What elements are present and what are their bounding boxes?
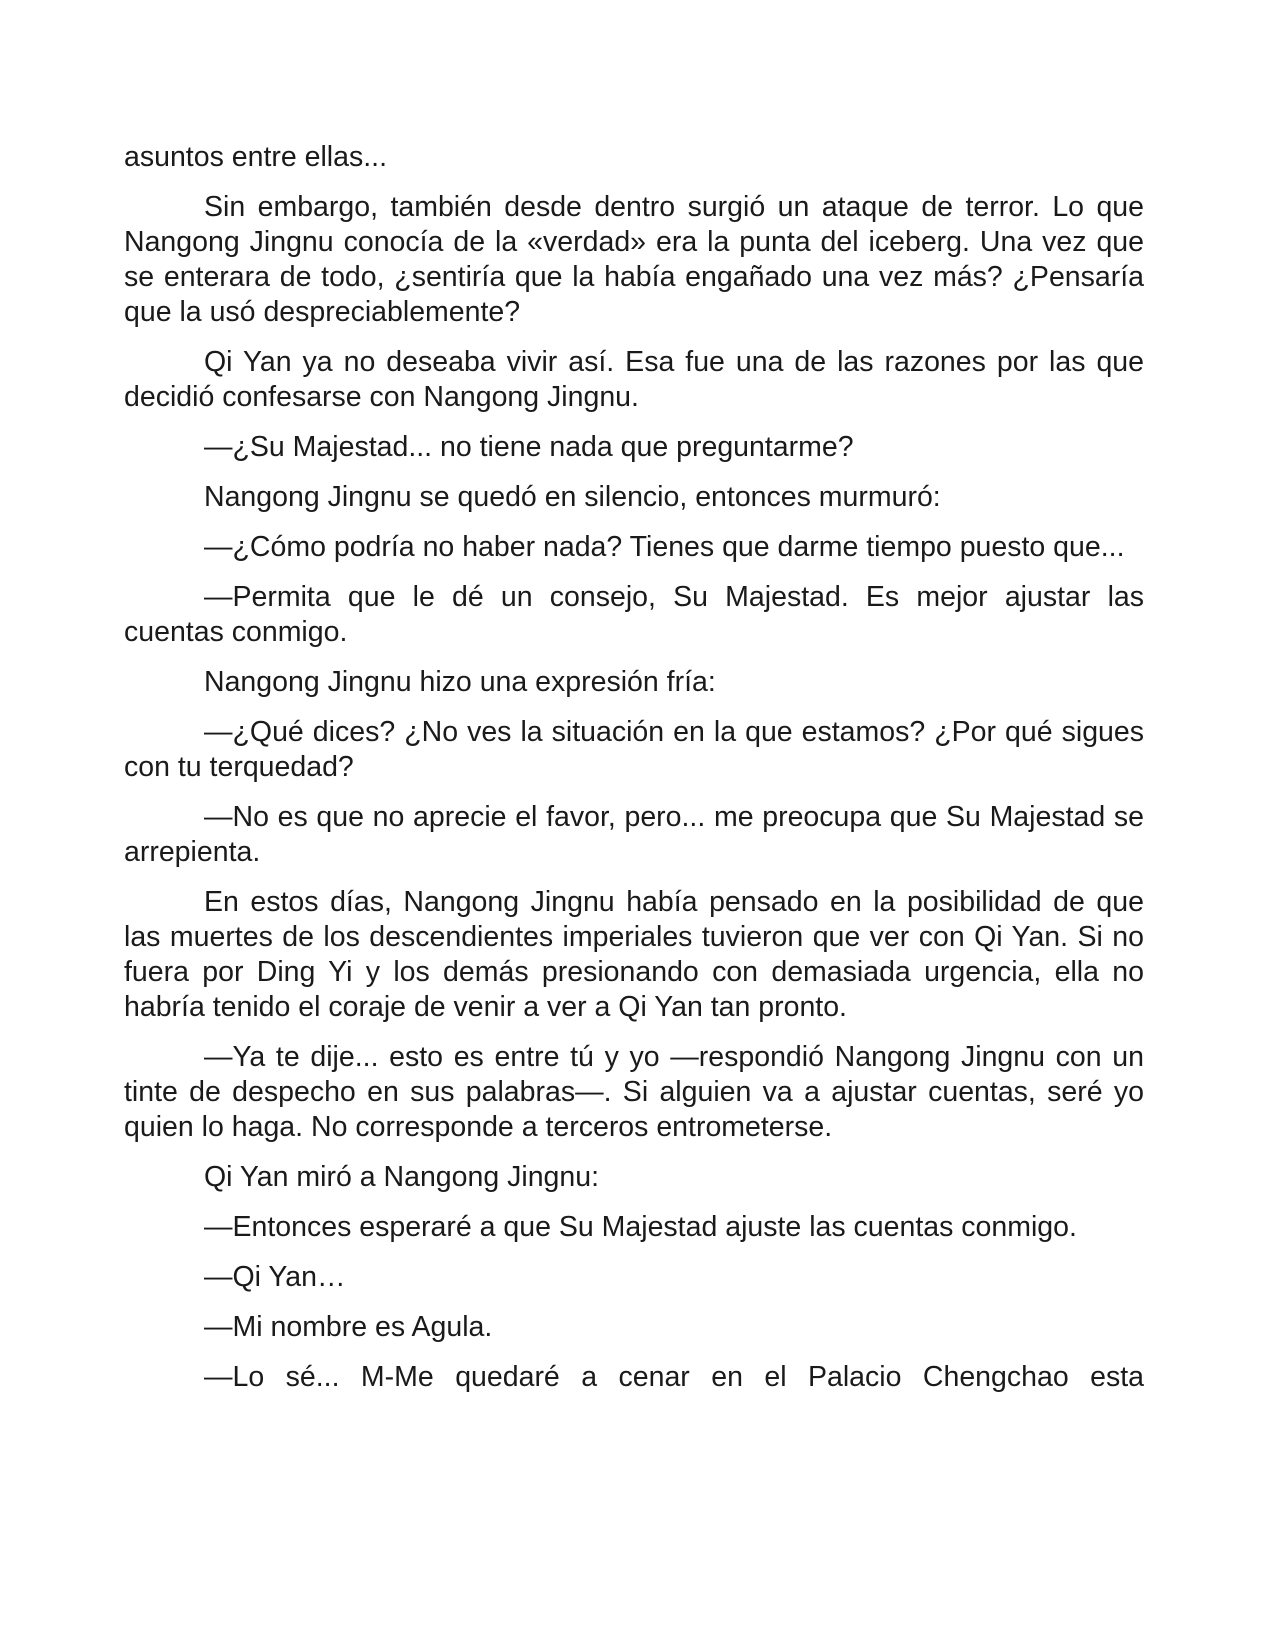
paragraph: —Qi Yan… (204, 1261, 346, 1293)
paragraph: —Ya te dije... esto es entre tú y yo —respondió Nangong Jingnu con un tinte de despecho en sus palabras—. Si alguien va a ajustar cuentas, seré yo quien lo haga. No corresponde a terceros entrometerse. (124, 1041, 1144, 1143)
paragraph: —Mi nombre es Agula. (204, 1311, 493, 1343)
paragraph: —¿Su Majestad... no tiene nada que preguntarme? (204, 431, 854, 463)
paragraph: —Lo sé... M-Me quedaré a cenar en el Palacio Chengchao esta (204, 1361, 1144, 1393)
paragraph: Nangong Jingnu hizo una expresión fría: (204, 666, 716, 698)
paragraph: —No es que no aprecie el favor, pero... me preocupa que Su Majestad se arrepienta. (124, 801, 1144, 868)
paragraph: —¿Cómo podría no haber nada? Tienes que darme tiempo puesto que... (204, 531, 1125, 563)
paragraph: Sin embargo, también desde dentro surgió un ataque de terror. Lo que Nangong Jingnu conocía de la «verdad» era la punta del iceberg. Una vez que se enterara de todo, ¿sentiría que la había engañado una vez más? ¿Pensaría que la usó despreciablemente? (124, 191, 1144, 328)
paragraph: —Entonces esperaré a que Su Majestad ajuste las cuentas conmigo. (204, 1211, 1077, 1243)
paragraph: —Permita que le dé un consejo, Su Majestad. Es mejor ajustar las cuentas conmigo. (124, 581, 1144, 648)
body-text (124, 140, 1144, 1410)
paragraph: En estos días, Nangong Jingnu había pensado en la posibilidad de que las muertes de los descendientes imperiales tuvieron que ver con Qi Yan. Si no fuera por Ding Yi y los demás presionando con demasiada urgencia, ella no habría tenido el coraje de venir a ver a Qi Yan tan pronto. (124, 886, 1144, 1023)
paragraph: Qi Yan ya no deseaba vivir así. Esa fue una de las razones por las que decidió confesarse con Nangong Jingnu. (124, 346, 1144, 413)
paragraph: asuntos entre ellas... (124, 141, 387, 173)
paragraph: —¿Qué dices? ¿No ves la situación en la que estamos? ¿Por qué sigues con tu terquedad? (124, 716, 1144, 783)
paragraph: Qi Yan miró a Nangong Jingnu: (204, 1161, 600, 1193)
paragraph: Nangong Jingnu se quedó en silencio, entonces murmuró: (204, 481, 941, 513)
